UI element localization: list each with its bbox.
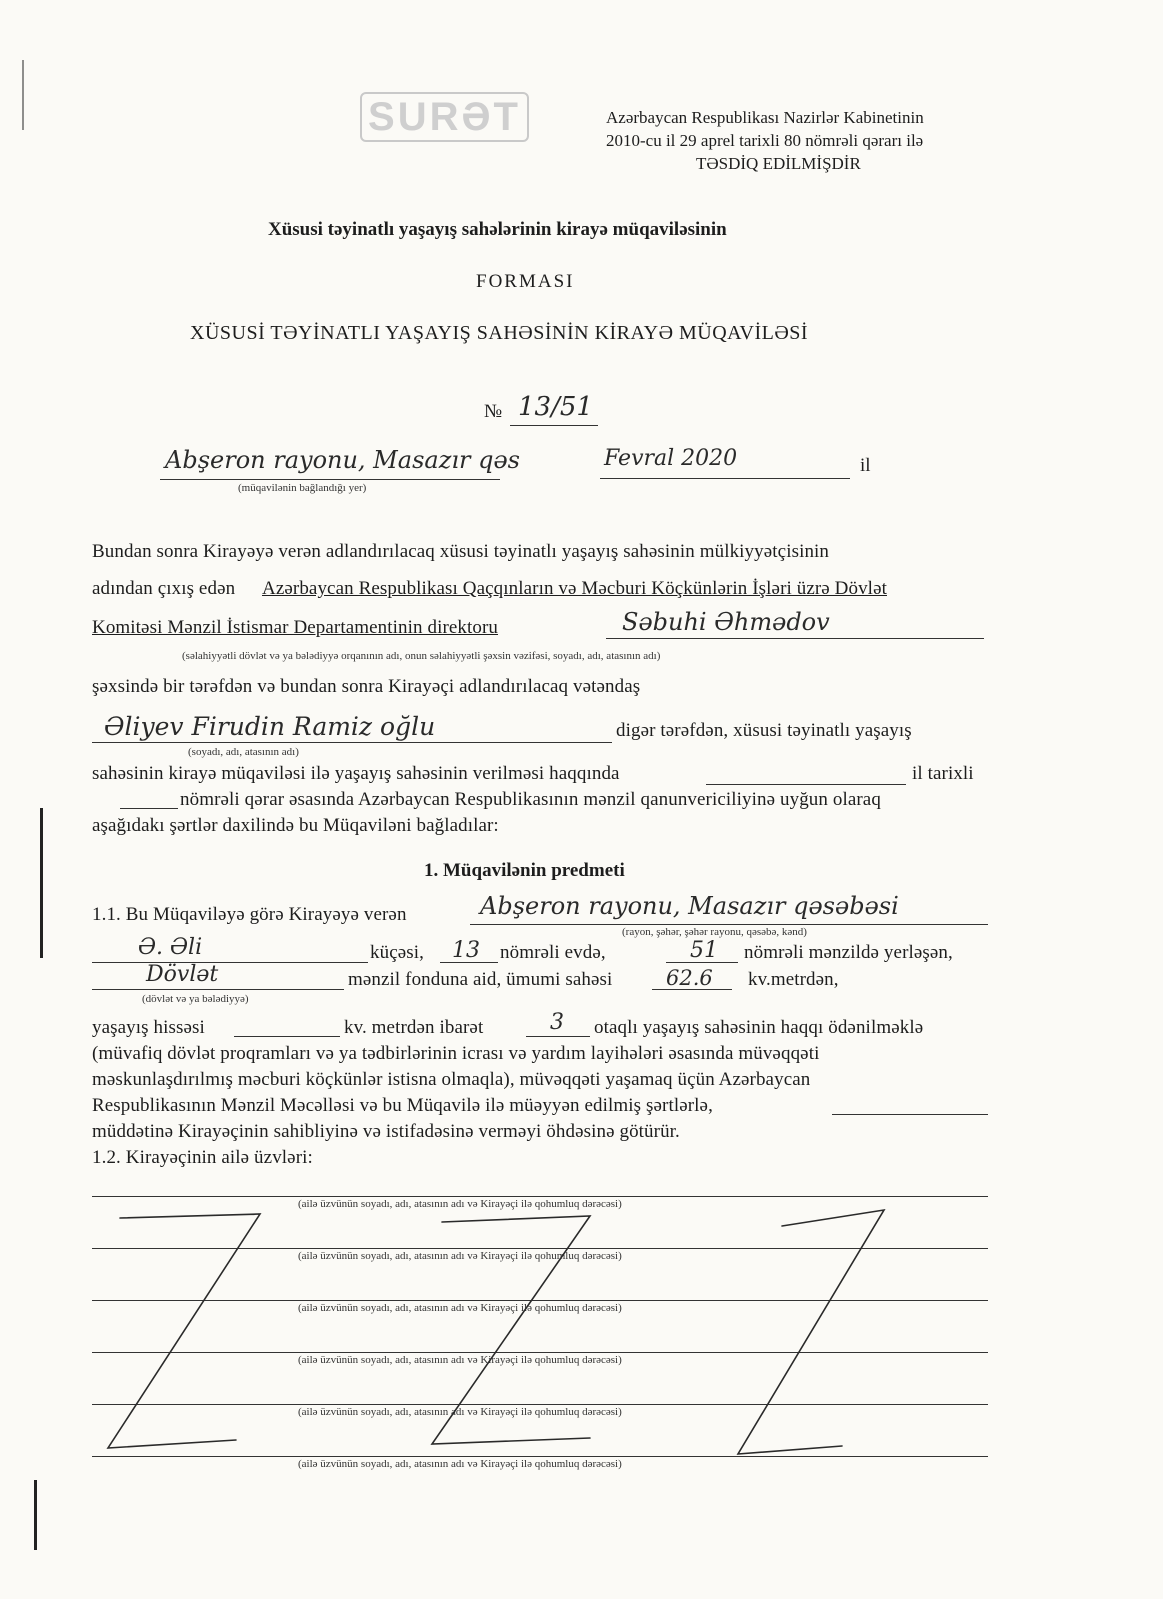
house-value: 13	[452, 938, 480, 963]
intro-line-2b: Azərbaycan Respublikası Qaçqınların və Məcburi Köçkünlərin İşləri üzrə Dövlət	[262, 578, 887, 599]
title-line-3: XÜSUSİ TƏYİNATLI YAŞAYIŞ SAHƏSİNİN KİRAYƏ MÜQAVİLƏSİ	[190, 322, 809, 344]
intro-line-6a: sahəsinin kirayə müqaviləsi ilə yaşayış sahəsinin verilməsi haqqında	[92, 763, 620, 784]
fund-label: mənzil fonduna aid, ümumi sahəsi	[348, 969, 613, 990]
family-row-caption: (ailə üzvünün soyadı, adı, atasının adı və Kirayəçi ilə qohumluq dərəcəsi)	[298, 1250, 622, 1262]
clause-1-2-label: 1.2. Kirayəçinin ailə üzvləri:	[92, 1147, 313, 1168]
fund-caption: (dövlət və ya bələdiyyə)	[142, 993, 249, 1005]
living-area-unit: kv. metrdən ibarət	[344, 1017, 484, 1038]
approval-line-3: TƏSDİQ EDİLMİŞDİR	[696, 154, 861, 173]
intro-tenant-caption: (soyadı, adı, atasının adı)	[188, 746, 299, 758]
clause-1-1-label: 1.1. Bu Müqaviləyə görə Kirayəyə verən	[92, 904, 407, 925]
intro-line-1: Bundan sonra Kirayəyə verən adlandırılacaq xüsusi təyinatlı yaşayış sahəsinin mülkiyyətçisinin	[92, 541, 830, 562]
intro-authority-caption: (səlahiyyətli dövlət və ya bələdiyyə orqanının adı, onun səlahiyyətli şəxsin vəzifəsi, soyadı, adı, atasının adı)	[182, 650, 661, 662]
intro-line-4: şəxsində bir tərəfdən və bundan sonra Kirayəçi adlandırılacaq vətəndaş	[92, 676, 641, 697]
clause-1-1-line-e: müddətinə Kirayəçinin sahibliyinə və istifadəsinə verməyi öhdəsinə götürür.	[92, 1121, 680, 1142]
family-row-caption: (ailə üzvünün soyadı, adı, atasının adı və Kirayəçi ilə qohumluq dərəcəsi)	[298, 1354, 622, 1366]
street-label: küçəsi,	[370, 942, 424, 963]
clause-1-1-place-value: Abşeron rayonu, Masazır qəsəbəsi	[480, 892, 899, 920]
intro-tenant-value: Əliyev Firudin Ramiz oğlu	[104, 712, 436, 741]
family-row-caption: (ailə üzvünün soyadı, adı, atasının adı və Kirayəçi ilə qohumluq dərəcəsi)	[298, 1458, 622, 1470]
area-label: kv.metrdən,	[748, 969, 839, 990]
contract-date-suffix: il	[860, 455, 871, 476]
intro-line-8: aşağıdakı şərtlər daxilində bu Müqaviləni bağladılar:	[92, 815, 499, 836]
family-row-caption: (ailə üzvünün soyadı, adı, atasının adı və Kirayəçi ilə qohumluq dərəcəsi)	[298, 1406, 622, 1418]
clause-1-1-line-b: (müvafiq dövlət proqramları və ya tədbirlərinin icrası və yardım layihələri əsasında müvəqqəti	[92, 1043, 820, 1064]
street-value: Ə. Əli	[138, 935, 203, 960]
intro-line-7: nömrəli qərar əsasında Azərbaycan Respublikasının mənzil qanunvericiliyinə uyğun olaraq	[180, 789, 881, 810]
intro-signer-value: Səbuhi Əhmədov	[622, 608, 830, 636]
contract-place-value: Abşeron rayonu, Masazır qəs	[165, 446, 520, 474]
section-1-heading: 1. Müqavilənin predmeti	[424, 860, 625, 881]
fund-value: Dövlət	[146, 962, 219, 987]
contract-number-value: 13/51	[518, 392, 593, 422]
intro-tenant-tail: digər tərəfdən, xüsusi təyinatlı yaşayış	[616, 720, 912, 741]
house-label: nömrəli evdə,	[500, 942, 606, 963]
clause-1-1-place-caption: (rayon, şəhər, şəhər rayonu, qəsəbə, kənd)	[622, 926, 807, 938]
intro-line-3a: Komitəsi Mənzil İstismar Departamentinin direktoru	[92, 617, 499, 638]
copy-stamp: SURƏT	[360, 92, 529, 142]
area-value: 62.6	[666, 966, 713, 990]
strike-mark-left	[108, 1214, 260, 1448]
flat-value: 51	[690, 938, 718, 963]
contract-number-label: №	[484, 401, 503, 422]
strike-mark-right	[738, 1210, 884, 1454]
clause-1-1-line-d: Respublikasının Mənzil Məcəlləsi və bu Müqavilə ilə müəyyən edilmiş şərtlərlə,	[92, 1095, 713, 1116]
family-row-caption: (ailə üzvünün soyadı, adı, atasının adı və Kirayəçi ilə qohumluq dərəcəsi)	[298, 1198, 622, 1210]
strike-mark-middle	[432, 1216, 590, 1444]
approval-line-2: 2010-cu il 29 aprel tarixli 80 nömrəli qərarı ilə	[606, 131, 924, 150]
contract-place-caption: (müqavilənin bağlandığı yer)	[238, 482, 367, 494]
title-line-1: Xüsusi təyinatlı yaşayış sahələrinin kirayə müqaviləsinin	[268, 219, 727, 240]
living-area-label: yaşayış hissəsi	[92, 1017, 205, 1038]
intro-line-2a: adından çıxış edən	[92, 578, 236, 599]
flat-label: nömrəli mənzildə yerləşən,	[744, 942, 953, 963]
intro-line-6b: il tarixli	[912, 763, 974, 784]
approval-line-1: Azərbaycan Respublikası Nazirlər Kabinetinin	[606, 108, 924, 127]
contract-date-value: Fevral 2020	[604, 446, 738, 471]
title-line-2: FORMASI	[476, 271, 575, 292]
clause-1-1-line-c: məskunlaşdırılmış məcburi köçkünlər istisna olmaqla), müvəqqəti yaşamaq üçün Azərbaycan	[92, 1069, 811, 1090]
rooms-label: otaqlı yaşayış sahəsinin haqqı ödənilməklə	[594, 1017, 924, 1038]
family-row-caption: (ailə üzvünün soyadı, adı, atasının adı və Kirayəçi ilə qohumluq dərəcəsi)	[298, 1302, 622, 1314]
rooms-value: 3	[550, 1010, 564, 1035]
